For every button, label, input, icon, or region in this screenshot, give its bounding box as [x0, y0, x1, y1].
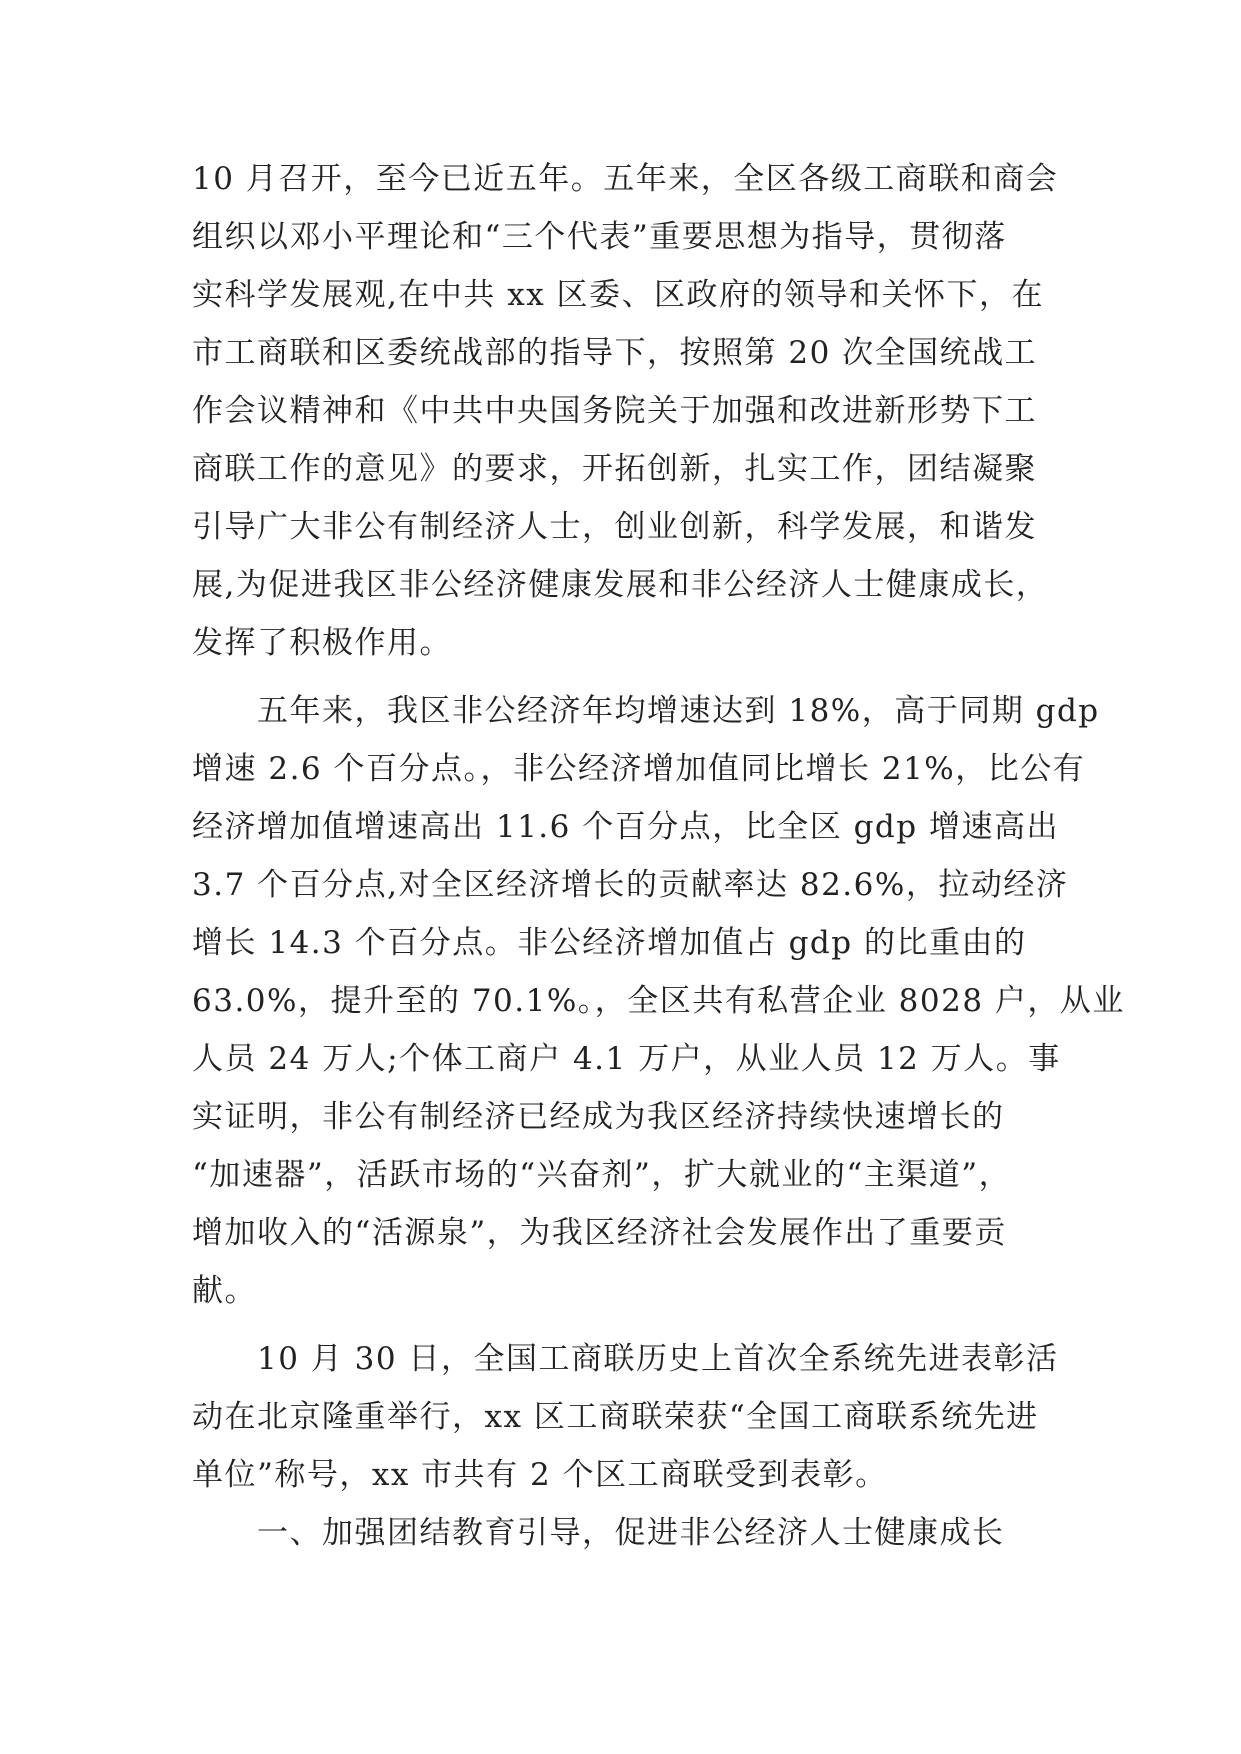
- paragraph-gap: [192, 1320, 1072, 1330]
- text-line: 商联工作的意见》的要求，开拓创新，扎实工作，团结凝聚: [192, 451, 1037, 487]
- text-line: 10 月召开，至今已近五年。五年来，全区各级工商联和商会: [192, 161, 1059, 197]
- text-line: 展,为促进我区非公经济健康发展和非公经济人士健康成长，: [192, 567, 1049, 603]
- text-line: 增速 2.6 个百分点。，非公经济增加值同比增长 21%，比公有: [192, 751, 1086, 787]
- text-line: “加速器”，活跃市场的“兴奋剂”，扩大就业的“主渠道”，: [192, 1157, 1012, 1193]
- text-line: 10 月 30 日，全国工商联历史上首次全系统先进表彰活: [192, 1341, 1059, 1377]
- section-heading-text: 一、加强团结教育引导，促进非公经济人士健康成长: [192, 1515, 1005, 1551]
- text-line: 3.7 个百分点,对全区经济增长的贡献率达 82.6%，拉动经济: [192, 867, 1069, 903]
- paragraph-award: [192, 1330, 1072, 1504]
- text-line: 献。: [192, 1273, 257, 1309]
- text-line: 市工商联和区委统战部的指导下，按照第 20 次全国统战工: [192, 335, 1038, 371]
- text-line: 实科学发展观,在中共 xx 区委、区政府的领导和关怀下，在: [192, 277, 1045, 313]
- text-line: 经济增加值增速高出 11.6 个百分点，比全区 gdp 增速高出: [192, 809, 1059, 845]
- text-line: 单位”称号，xx 市共有 2 个区工商联受到表彰。: [192, 1457, 888, 1493]
- text-line: 增加收入的“活源泉”，为我区经济社会发展作出了重要贡: [192, 1215, 1007, 1251]
- paragraph-economy-stats: [192, 682, 1125, 1320]
- section-heading: [192, 1504, 1072, 1562]
- text-line: 人员 24 万人;个体工商户 4.1 万户，从业人员 12 万人。事: [192, 1041, 1061, 1077]
- text-line: 组织以邓小平理论和“三个代表”重要思想为指导，贯彻落: [192, 219, 1007, 255]
- paragraph-intro: [192, 150, 1072, 672]
- text-line: 作会议精神和《中共中央国务院关于加强和改进新形势下工: [192, 393, 1037, 429]
- text-line: 实证明，非公有制经济已经成为我区经济持续快速增长的: [192, 1099, 1005, 1135]
- text-line: 63.0%，提升至的 70.1%。，全区共有私营企业 8028 户，从业: [192, 983, 1125, 1019]
- paragraph-gap: [192, 672, 1072, 682]
- text-line: 增长 14.3 个百分点。非公经济增加值占 gdp 的比重由的: [192, 925, 1027, 961]
- text-line: 引导广大非公有制经济人士，创业创新，科学发展，和谐发: [192, 509, 1037, 545]
- text-line: 动在北京隆重举行，xx 区工商联荣获“全国工商联系统先进: [192, 1399, 1039, 1435]
- text-line: 发挥了积极作用。: [192, 625, 452, 661]
- document-body: [192, 150, 1125, 1562]
- text-line: 五年来，我区非公经济年均增速达到 18%，高于同期 gdp: [192, 693, 1100, 729]
